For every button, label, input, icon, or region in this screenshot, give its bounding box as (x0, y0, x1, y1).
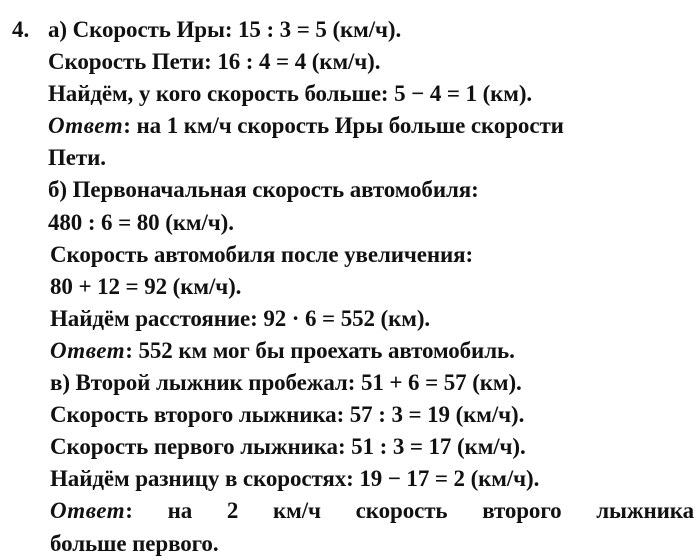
line-b-answer (48, 335, 694, 367)
line-c-first-skier-speed (48, 431, 694, 463)
line-text: : на 2 км/ч скорость второго лыжника (125, 498, 694, 524)
line-text: Пети. (48, 145, 106, 171)
line-text: Скорость второго лыжника: 57 : 3 = 19 (км/ч). (50, 402, 525, 428)
solution-text (48, 14, 694, 560)
problem-number: 4. (12, 17, 30, 42)
line-b-increased-speed (48, 239, 694, 271)
line-text: : на 1 км/ч скорость Иры больше скорости (123, 113, 564, 139)
line-text: 80 + 12 = 92 (км/ч). (50, 273, 242, 299)
line-text: Найдём разницу в скоростях: 19 − 17 = 2 (км/ч). (50, 466, 540, 492)
line-c-difference (48, 463, 694, 495)
line-a-difference (48, 78, 694, 110)
line-text: 480 : 6 = 80 (км/ч). (48, 209, 234, 235)
line-text: больше первого. (50, 530, 219, 556)
line-c-answer-cont (48, 528, 694, 560)
line-text: б) Первоначальная скорость автомобиля: (48, 177, 479, 203)
line-a-answer (48, 110, 694, 142)
answer-label: Ответ (50, 498, 126, 524)
line-b-initial-calc (48, 207, 694, 239)
answer-label: Ответ (50, 337, 126, 363)
line-b-increased-calc (48, 271, 694, 303)
line-a-speed-petya (48, 46, 694, 78)
line-c-second-skier-distance (48, 367, 694, 399)
line-text: Скорость Пети: 16 : 4 = 4 (км/ч). (48, 49, 381, 75)
line-text: в) Второй лыжник пробежал: 51 + 6 = 57 (км). (50, 370, 522, 396)
line-text: Скорость первого лыжника: 51 : 3 = 17 (км/ч). (50, 434, 526, 460)
line-text: Скорость автомобиля после увеличения: (50, 241, 474, 267)
line-text: : 552 км мог бы проехать автомобиль. (125, 337, 515, 363)
line-a-speed-ira (48, 14, 694, 46)
answer-label: Ответ (48, 113, 124, 139)
line-text: Найдём, у кого скорость больше: 5 − 4 = 1 (км). (48, 81, 533, 107)
line-a-answer-cont (48, 142, 694, 174)
line-b-initial-speed (48, 174, 694, 206)
line-b-distance (48, 303, 694, 335)
line-c-answer (48, 495, 694, 527)
line-c-second-skier-speed (48, 399, 694, 431)
line-text: а) Скорость Иры: 15 : 3 = 5 (км/ч). (48, 17, 402, 42)
line-text: Найдём расстояние: 92 · 6 = 552 (км). (50, 305, 431, 331)
